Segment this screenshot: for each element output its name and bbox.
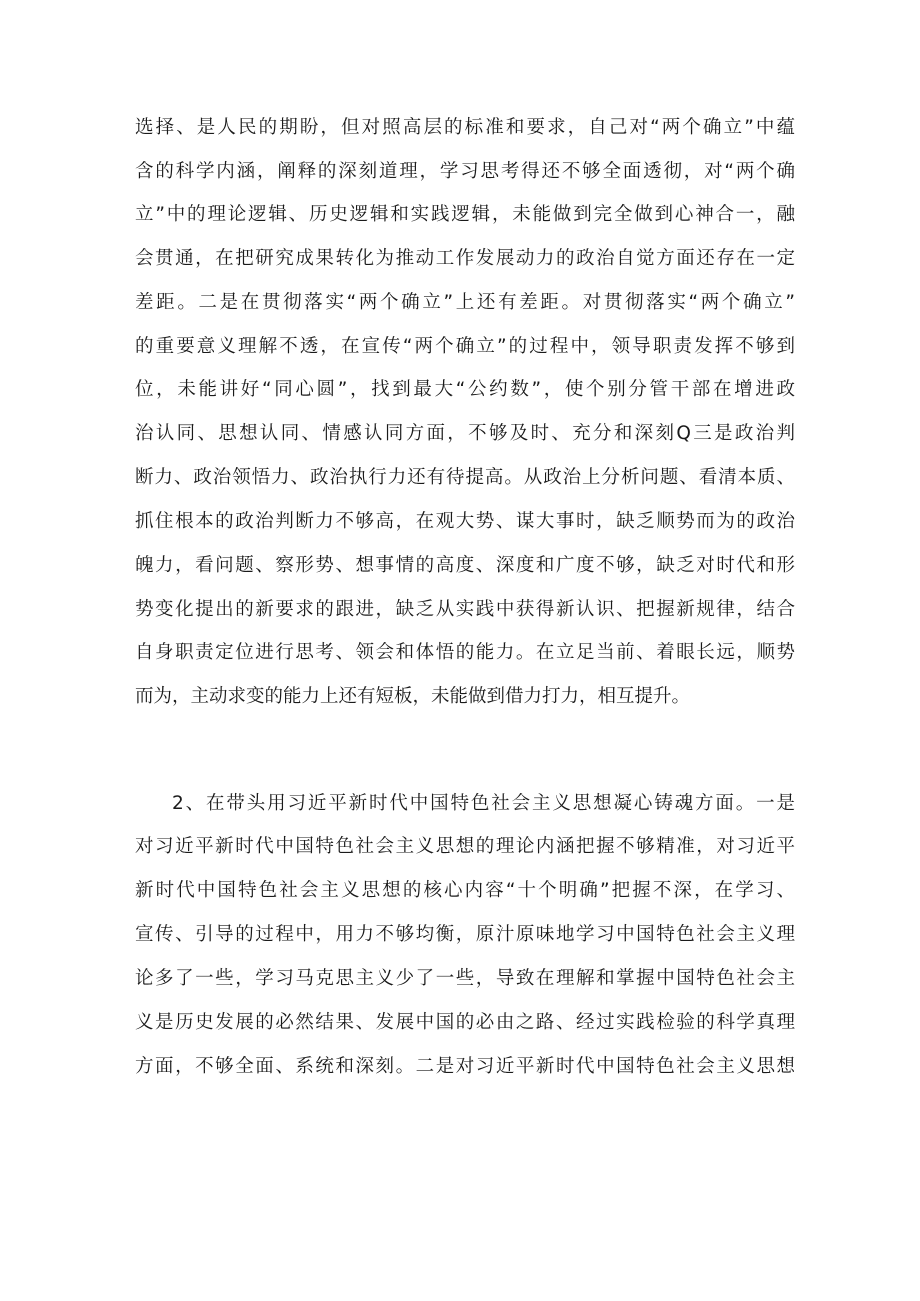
paragraph-line: 方面，不够全面、系统和深刻。二是对习近平新时代中国特色社会主义思想 [135, 1056, 795, 1077]
paragraph-line: 断力、政治领悟力、政治执行力还有待提高。从政治上分析问题、看清本质、 [135, 467, 795, 488]
paragraph-line: 魄力，看问题、察形势、想事情的高度、深度和广度不够，缺乏对时代和形 [135, 555, 795, 576]
paragraph-line: 差距。二是在贯彻落实“两个确立”上还有差距。对贯彻落实“两个确立” [135, 292, 795, 313]
paragraph-line: 宣传、引导的过程中，用力不够均衡，原汁原味地学习中国特色社会主义理 [135, 924, 795, 945]
paragraph-line: 立”中的理论逻辑、历史逻辑和实践逻辑，未能做到完全做到心神合一，融 [135, 204, 795, 225]
paragraph-line: 新时代中国特色社会主义思想的核心内容“十个明确”把握不深，在学习、 [135, 880, 795, 901]
paragraph-line: 自身职责定位进行思考、领会和体悟的能力。在立足当前、着眼长远，顺势 [135, 642, 795, 663]
paragraph-line: 义是历史发展的必然结果、发展中国的必由之路、经过实践检验的科学真理 [135, 1012, 795, 1033]
paragraph-line: 位，未能讲好“同心圆”，找到最大“公约数”，使个别分管干部在增进政 [135, 379, 795, 400]
paragraph-line: 对习近平新时代中国特色社会主义思想的理论内涵把握不够精准，对习近平 [135, 836, 795, 857]
paragraph-line: 治认同、思想认同、情感认同方面，不够及时、充分和深刻Q三是政治判 [135, 423, 795, 444]
paragraph-line: 的重要意义理解不透，在宣传“两个确立”的过程中，领导职责发挥不够到 [135, 336, 795, 357]
paragraph-line: 选择、是人民的期盼，但对照高层的标准和要求，自己对“两个确立”中蕴 [135, 117, 795, 138]
paragraph-line: 抓住根本的政治判断力不够高，在观大势、谋大事时，缺乏顺势而为的政治 [135, 511, 795, 532]
paragraph-line: 势变化提出的新要求的跟进，缺乏从实践中获得新认识、把握新规律，结合 [135, 599, 795, 620]
paragraph-line: 论多了一些，学习马克思主义少了一些，导致在理解和掌握中国特色社会主 [135, 968, 795, 989]
paragraph-line: 会贯通，在把研究成果转化为推动工作发展动力的政治自觉方面还存在一定 [135, 248, 795, 269]
paragraph-line: 2、在带头用习近平新时代中国特色社会主义思想凝心铸魂方面。一是 [172, 793, 795, 814]
paragraph-line: 而为，主动求变的能力上还有短板，未能做到借力打力，相互提升。 [135, 686, 691, 707]
paragraph-line: 含的科学内涵，阐释的深刻道理，学习思考得还不够全面透彻，对“两个确 [135, 161, 795, 182]
